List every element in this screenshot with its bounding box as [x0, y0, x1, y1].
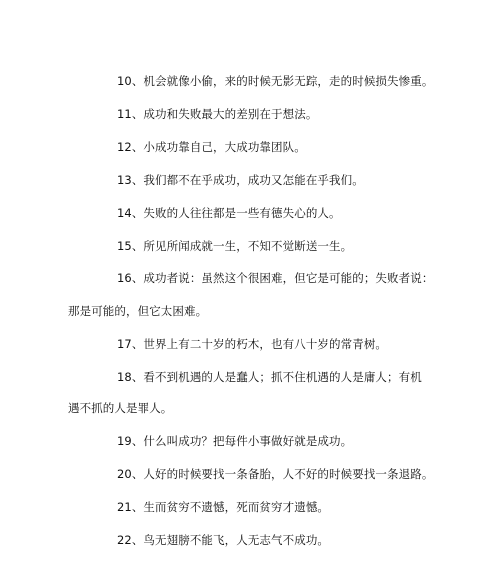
- text-line-13: 13、我们都不在乎成功，成功又怎能在乎我们。: [117, 173, 364, 187]
- text-line-11: 11、成功和失败最大的差别在于想法。: [117, 107, 318, 121]
- text-line-16-cont: 那是可能的，但它太困难。: [68, 304, 208, 318]
- text-line-20: 20、人好的时候要找一条备胎，人不好的时候要找一条退路。: [117, 467, 434, 481]
- text-line-19: 19、什么叫成功？把每件小事做好就是成功。: [117, 434, 353, 448]
- text-line-22: 22、鸟无翅膀不能飞，人无志气不成功。: [117, 533, 330, 547]
- text-line-21: 21、生而贫穷不遗憾，死而贫穷才遗憾。: [117, 500, 330, 514]
- text-line-12: 12、小成功靠自己，大成功靠团队。: [117, 140, 306, 154]
- text-line-16: 16、成功者说：虽然这个很困难，但它是可能的；失败者说：: [117, 271, 434, 285]
- text-line-18: 18、看不到机遇的人是蠢人；抓不住机遇的人是庸人；有机: [117, 370, 422, 384]
- cut-off-next-line: [0, 561, 500, 566]
- text-line-15: 15、所见所闻成就一生，不知不觉断送一生。: [117, 239, 353, 253]
- text-line-18-cont: 遇不抓的人是罪人。: [68, 401, 173, 415]
- text-line-14: 14、失败的人往往都是一些有德失心的人。: [117, 206, 341, 220]
- text-line-10: 10、机会就像小偷，来的时候无影无踪，走的时候损失惨重。: [117, 74, 434, 88]
- text-line-17: 17、世界上有二十岁的朽木，也有八十岁的常青树。: [117, 337, 388, 351]
